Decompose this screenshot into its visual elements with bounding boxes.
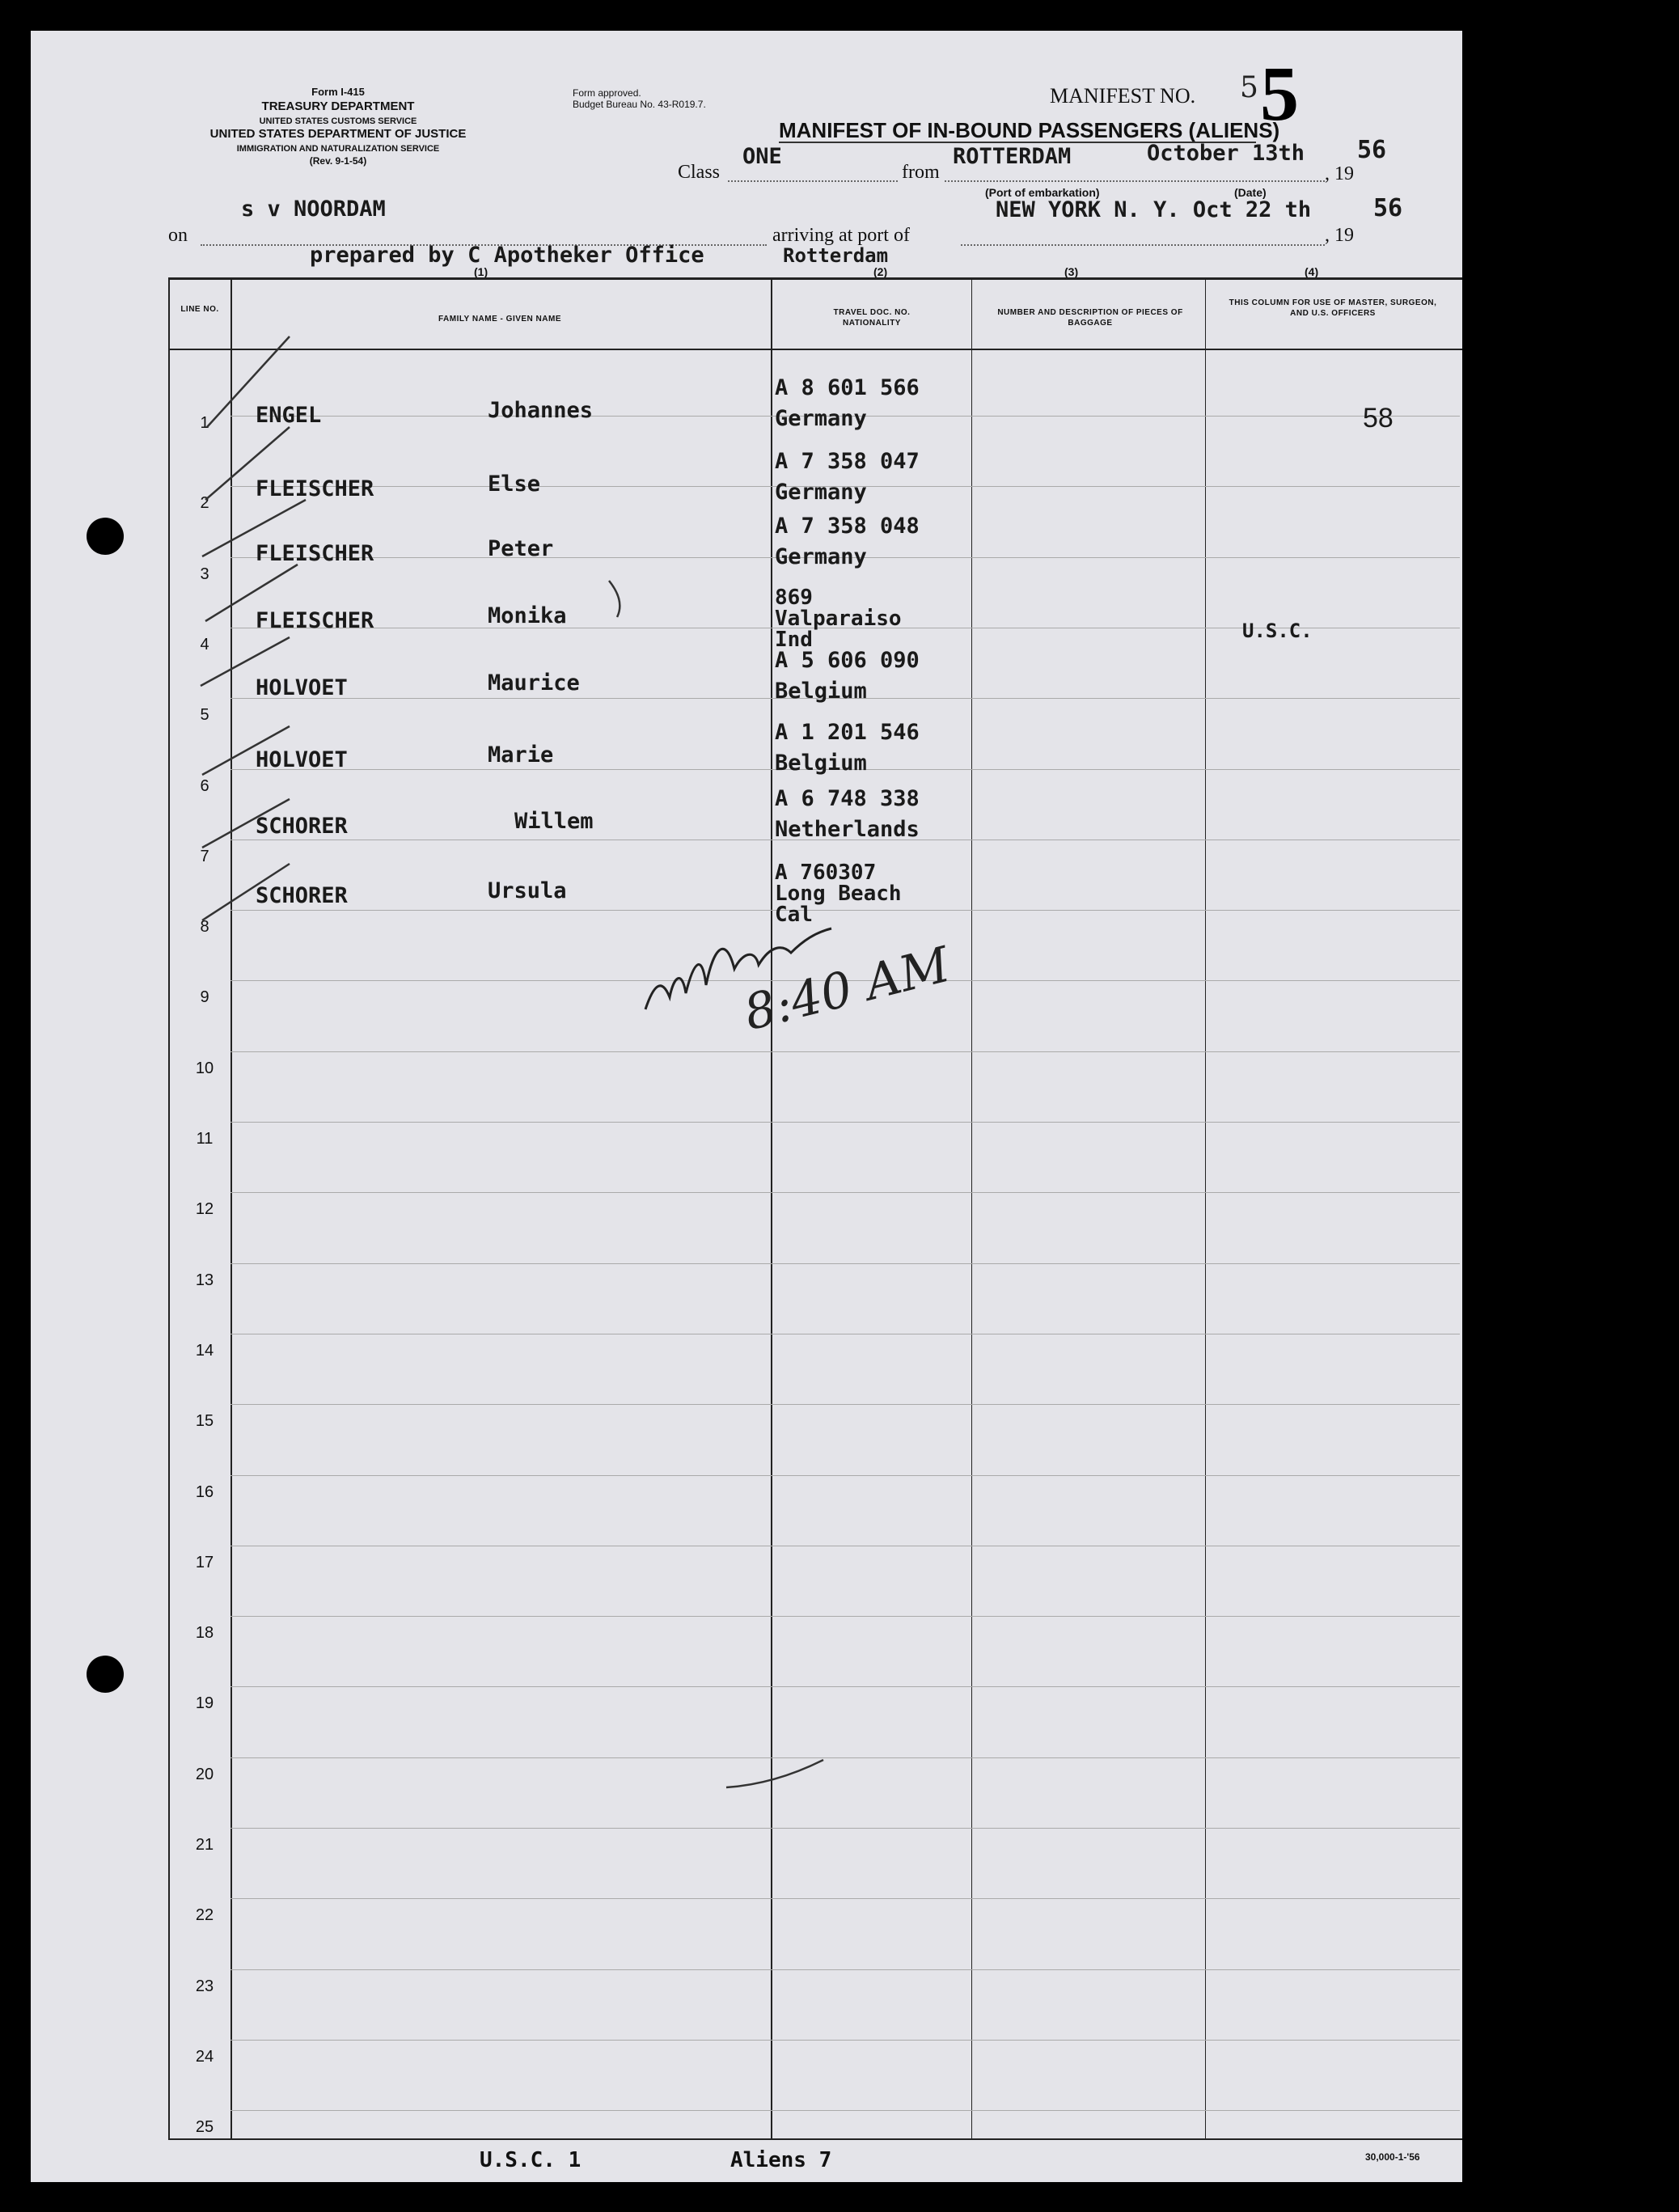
date-value: October 13th	[1147, 141, 1305, 166]
line-number: 24	[195, 2048, 214, 2066]
passenger-doc-line-2: Long Beach	[775, 882, 902, 906]
passenger-doc-line-3: Cal	[775, 903, 813, 927]
passenger-family-name: FLEISCHER	[256, 476, 374, 501]
line-number: 14	[195, 1342, 214, 1360]
passenger-given-name: Ursula	[488, 878, 567, 903]
form-approved: Form approved.	[573, 87, 641, 99]
passenger-nationality: Germany	[775, 480, 867, 505]
line-number: 9	[200, 988, 209, 1006]
line-number: 1	[200, 414, 209, 432]
from-label: from	[902, 162, 940, 183]
year2-label: , 19	[1325, 225, 1354, 246]
budget-bureau: Budget Bureau No. 43-R019.7.	[573, 99, 706, 110]
passenger-officer-note: U.S.C.	[1242, 620, 1313, 642]
footer-middle: Aliens 7	[730, 2148, 832, 2172]
footer-right: 30,000-1-'56	[1365, 2151, 1420, 2163]
year2-value: 56	[1373, 194, 1403, 222]
passenger-given-name: Else	[488, 472, 541, 497]
manifest-sheet	[31, 31, 1462, 2182]
col-number-1: (1)	[474, 265, 488, 278]
passenger-nationality: Belgium	[775, 751, 867, 776]
passenger-family-name: SCHORER	[256, 883, 348, 908]
col-header-line-no: LINE NO.	[180, 305, 219, 314]
line-number: 6	[200, 777, 209, 795]
department-of-justice: UNITED STATES DEPARTMENT OF JUSTICE	[209, 127, 467, 141]
arrival-value: NEW YORK N. Y. Oct 22 th	[996, 197, 1312, 222]
col-header-travel-doc: TRAVEL DOC. NO. NATIONALITY	[833, 308, 911, 328]
port-embark-caption: (Port of embarkation)	[985, 186, 1100, 199]
passenger-nationality: Belgium	[775, 679, 867, 704]
line-number: 11	[196, 1130, 214, 1148]
col-number-3: (3)	[1064, 265, 1079, 278]
line-number: 22	[195, 1906, 214, 1924]
line-number: 4	[200, 636, 209, 653]
punch-hole-bottom	[87, 1656, 124, 1693]
line-number: 12	[195, 1200, 214, 1218]
col-header-name: FAMILY NAME - GIVEN NAME	[438, 315, 561, 324]
passenger-nationality: Germany	[775, 406, 867, 431]
passenger-doc-line-1: A 760307	[775, 861, 877, 885]
line-number: 13	[195, 1271, 214, 1289]
line-number: 17	[195, 1554, 214, 1571]
class-value: ONE	[742, 144, 782, 169]
class-label: Class	[678, 162, 721, 183]
passenger-travel-doc: A 1 201 546	[775, 720, 920, 745]
passenger-given-name: Willem	[514, 809, 594, 834]
year-label: , 19	[1325, 163, 1354, 184]
passenger-family-name: HOLVOET	[256, 675, 348, 700]
passenger-family-name: FLEISCHER	[256, 541, 374, 566]
passenger-travel-doc: A 7 358 048	[775, 514, 920, 539]
punch-hole-top	[87, 518, 124, 555]
col-number-4: (4)	[1305, 265, 1319, 278]
passenger-given-name: Marie	[488, 742, 554, 768]
passenger-officer-note: 58	[1363, 403, 1394, 434]
passenger-given-name: Peter	[488, 536, 554, 561]
check-marks	[31, 31, 1462, 2182]
manifest-number-big: 5	[1260, 50, 1299, 137]
revision: (Rev. 9-1-54)	[309, 155, 367, 167]
prepared-value: prepared by C Apotheker Office	[310, 243, 704, 268]
line-number: 5	[200, 706, 209, 724]
passenger-family-name: HOLVOET	[256, 747, 348, 772]
from-value: ROTTERDAM	[953, 144, 1072, 169]
line-number: 19	[195, 1694, 214, 1712]
passenger-doc-line-3: Ind	[775, 628, 813, 652]
year-value: 56	[1357, 136, 1387, 164]
col-number-2: (2)	[873, 265, 888, 278]
passenger-given-name: Monika	[488, 603, 567, 628]
date-caption: (Date)	[1234, 186, 1267, 199]
line-number: 3	[200, 565, 209, 583]
passenger-travel-doc: A 8 601 566	[775, 375, 920, 400]
line-number: 16	[195, 1483, 214, 1501]
line-number: 8	[200, 918, 209, 936]
passenger-doc-line-1: 869	[775, 586, 813, 610]
manifest-title: MANIFEST OF IN-BOUND PASSENGERS (ALIENS)	[779, 118, 1280, 142]
vessel-value: s v NOORDAM	[241, 197, 386, 222]
passenger-given-name: Maurice	[488, 670, 580, 696]
passenger-travel-doc: A 7 358 047	[775, 449, 920, 474]
line-number: 10	[195, 1059, 214, 1077]
treasury-department: TREASURY DEPARTMENT	[261, 99, 415, 113]
passenger-travel-doc: A 5 606 090	[775, 648, 920, 673]
col-header-baggage: NUMBER AND DESCRIPTION OF PIECES OF BAGGAGE	[997, 308, 1183, 328]
line-number: 2	[200, 494, 209, 512]
signature-time: 8:40 AM	[738, 936, 956, 1043]
passenger-nationality: Netherlands	[775, 817, 920, 842]
passenger-doc-line-2: Valparaiso	[775, 607, 902, 631]
form-number: Form I-415	[311, 86, 365, 98]
customs-service: UNITED STATES CUSTOMS SERVICE	[259, 116, 417, 126]
manifest-label: MANIFEST NO.	[1050, 84, 1196, 108]
line-number: 25	[195, 2118, 214, 2136]
passenger-family-name: ENGEL	[256, 403, 322, 428]
prepared-place: Rotterdam	[783, 244, 889, 267]
passenger-nationality: Germany	[775, 544, 867, 569]
line-number: 7	[200, 848, 209, 865]
passenger-travel-doc: A 6 748 338	[775, 786, 920, 811]
col-header-officers: THIS COLUMN FOR USE OF MASTER, SURGEON, AND U.S. OFFICERS	[1229, 298, 1437, 318]
line-number: 20	[195, 1766, 214, 1783]
line-number: 23	[195, 1977, 214, 1995]
line-number: 15	[195, 1412, 214, 1430]
line-number: 21	[195, 1836, 214, 1854]
line-number: 18	[195, 1624, 214, 1642]
passenger-given-name: Johannes	[488, 398, 594, 423]
passenger-family-name: FLEISCHER	[256, 608, 374, 633]
passenger-family-name: SCHORER	[256, 814, 348, 839]
arriving-label: arriving at port of	[772, 225, 910, 246]
manifest-number-small: 5	[1240, 71, 1258, 104]
on-label: on	[168, 225, 188, 246]
footer-left: U.S.C. 1	[480, 2148, 582, 2172]
immigration-service: IMMIGRATION AND NATURALIZATION SERVICE	[236, 144, 440, 154]
